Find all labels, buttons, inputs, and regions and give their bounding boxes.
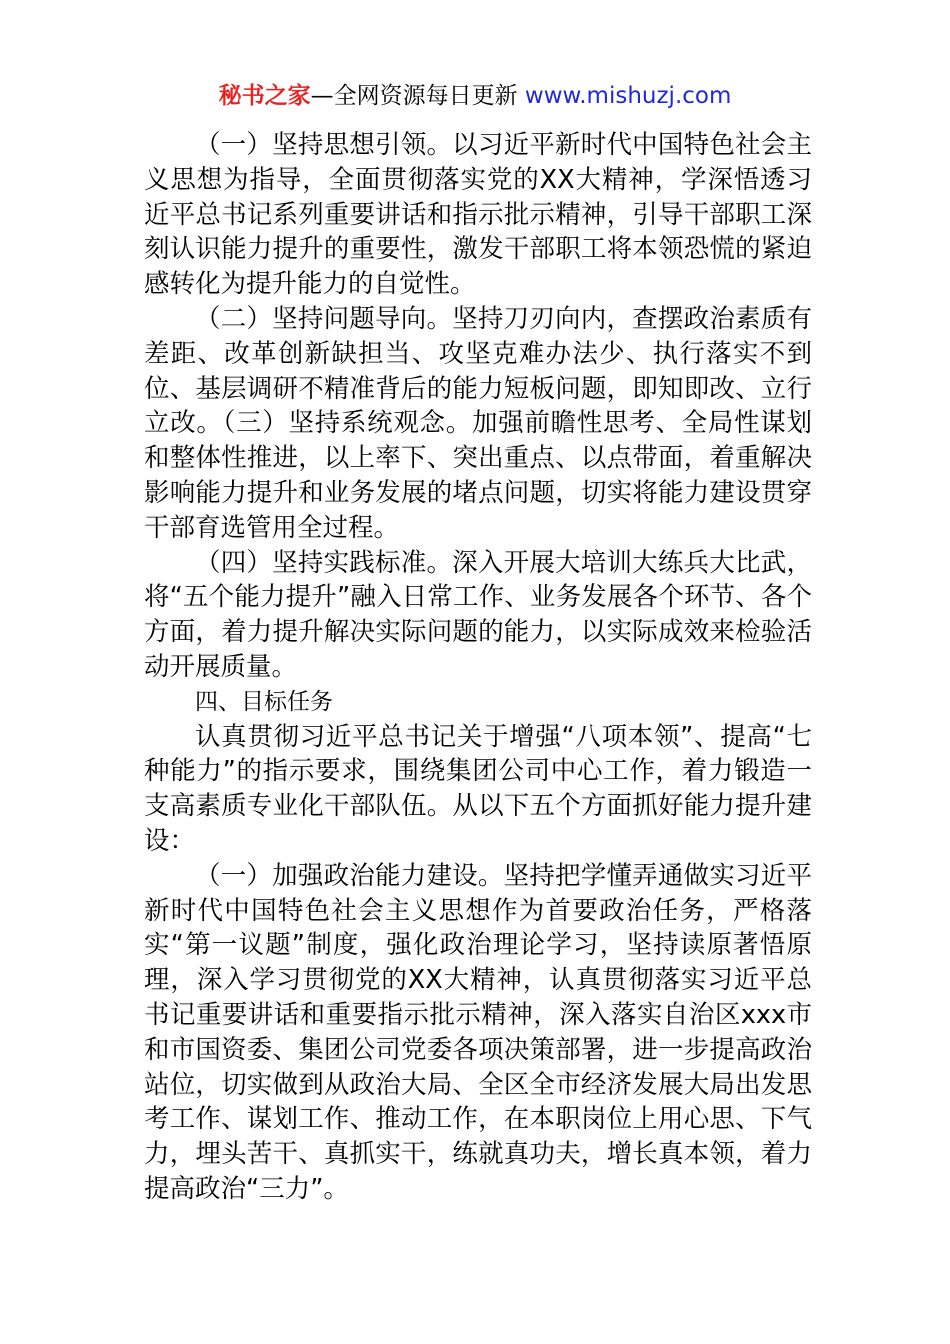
site-url-link[interactable]: www.mishuzj.com: [524, 83, 732, 109]
paragraph-political-ability: （一）加强政治能力建设。坚持把学懂弄通做实习近平新时代中国特色社会主义思想作为首要政治任务，严格落实“第一议题”制度，强化政治理论学习，坚持读原著悟原理，深入学习贯彻党的XX大精神，认真贯彻落实习近平总书记重要讲话和重要指示批示精神，深入落实自治区xxx市和市国资委、集团公司党委各项决策部署，进一步提高政治站位，切实做到从政治大局、全区全市经济发展大局出发思考工作、谋划工作、推动工作，在本职岗位上用心思、下气力，埋头苦干、真抓实干，练就真功夫，增长真本领，着力提高政治“三力”。: [144, 860, 812, 1204]
header-tagline: —全网资源每日更新: [310, 83, 518, 109]
section-heading-goals: 四、目标任务: [195, 688, 333, 715]
document-body: [144, 128, 812, 1207]
paragraph-principle-4: （四）坚持实践标准。深入开展大培训大练兵大比武，将“五个能力提升”融入日常工作、业务发展各个环节、各个方面，着力提升解决实际问题的能力，以实际成效来检验活动开展质量。: [144, 547, 812, 682]
site-header: [0, 78, 950, 114]
paragraph-goals-intro: 认真贯彻习近平总书记关于增强“八项本领”、提高“七种能力”的指示要求，围绕集团公司中心工作，着力锻造一支高素质专业化干部队伍。从以下五个方面抓好能力提升建设：: [144, 721, 812, 856]
brand-name: 秘书之家: [218, 83, 311, 109]
paragraph-principle-1: （一）坚持思想引领。以习近平新时代中国特色社会主义思想为指导，全面贯彻落实党的XX大精神，学深悟透习近平总书记系列重要讲话和指示批示精神，引导干部职工深刻认识能力提升的重要性，激发干部职工将本领恐慌的紧迫感转化为提升能力的自觉性。: [144, 130, 812, 300]
paragraph-principle-2-3: （二）坚持问题导向。坚持刀刃向内，查摆政治素质有差距、改革创新缺担当、攻坚克难办法少、执行落实不到位、基层调研不精准背后的能力短板问题，即知即改、立行立改。（三）坚持系统观念。加强前瞻性思考、全局性谋划和整体性推进，以上率下、突出重点、以点带面，着重解决影响能力提升和业务发展的堵点问题，切实将能力建设贯穿干部育选管用全过程。: [144, 303, 812, 543]
